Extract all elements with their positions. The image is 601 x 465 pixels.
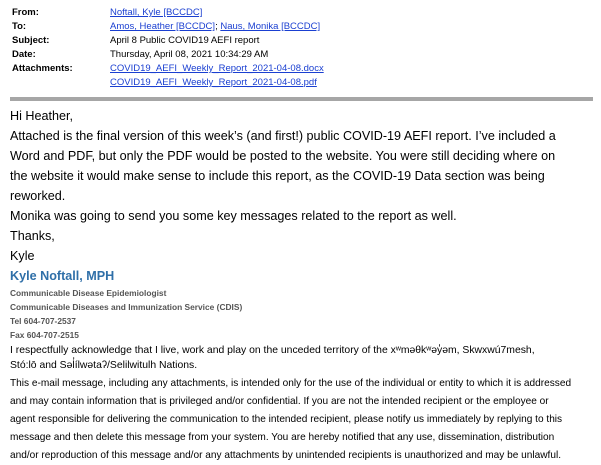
disclaimer-line-4: message and then delete this message from your system. You are hereby notified that any use, dissemination, distribution xyxy=(10,432,555,443)
greeting: Hi Heather, xyxy=(10,109,73,123)
signature-title: Communicable Disease Epidemiologist xyxy=(10,288,167,298)
attachments-row-2 xyxy=(12,76,592,90)
from-link[interactable]: Noftall, Kyle [BCCDC] xyxy=(110,7,203,18)
confidentiality-disclaimer xyxy=(10,375,598,465)
land-acknowledgement xyxy=(10,343,598,373)
sender-first-name: Kyle xyxy=(10,249,35,263)
to-separator: ; xyxy=(215,21,218,32)
disclaimer-line-5: and/or reproduction of this message and/or any attachments by unintended recipients is unauthorized and may be unlawful. xyxy=(10,450,562,461)
paragraph-1-line-4: reworked. xyxy=(10,189,66,203)
to-row xyxy=(12,20,592,34)
attachments-row xyxy=(12,62,592,76)
to-link-naus[interactable]: Naus, Monika [BCCDC] xyxy=(220,21,321,32)
to-link-amos[interactable]: Amos, Heather [BCCDC] xyxy=(110,21,216,32)
signature-fax: Fax 604-707-2515 xyxy=(10,330,79,340)
from-label: From: xyxy=(12,7,39,18)
header-divider xyxy=(10,97,593,101)
paragraph-1-line-1: Attached is the final version of this week’s (and first!) public COVID-19 AEFI report. I’ve included a xyxy=(10,129,556,143)
paragraph-1-line-2: Word and PDF, but only the PDF would be posted to the website. You were still deciding where on xyxy=(10,149,556,163)
disclaimer-line-2: and may contain information that is privileged and/or confidential. If you are not the intended recipient or the employee or xyxy=(10,396,549,407)
subject-row xyxy=(12,34,592,48)
attachments-label: Attachments: xyxy=(12,63,73,74)
signature-tel: Tel 604-707-2537 xyxy=(10,316,76,326)
closing: Thanks, xyxy=(10,229,55,243)
signature-name: Kyle Noftall, MPH xyxy=(10,269,115,283)
date-value: Thursday, April 08, 2021 10:34:29 AM xyxy=(110,49,269,60)
disclaimer-line-3: agent responsible for delivering the communication to the intended recipient, please notify us immediately by replying to this xyxy=(10,414,563,425)
attachment-docx-link[interactable]: COVID19_AEFI_Weekly_Report_2021-04-08.docx xyxy=(110,63,324,74)
email-header xyxy=(12,6,592,90)
subject-value: April 8 Public COVID19 AEFI report xyxy=(110,35,260,46)
to-label: To: xyxy=(12,21,27,32)
subject-label: Subject: xyxy=(12,35,50,46)
disclaimer-line-1: This e-mail message, including any attachments, is intended only for the use of the individual or entity to which it is addressed xyxy=(10,378,572,389)
paragraph-1-line-3: the website it would make sense to include this report, as the COVID-19 Data section was being xyxy=(10,169,545,183)
attachment-pdf-link[interactable]: COVID19_AEFI_Weekly_Report_2021-04-08.pdf xyxy=(110,77,317,88)
signature-department: Communicable Diseases and Immunization Service (CDIS) xyxy=(10,302,243,312)
from-row xyxy=(12,6,592,20)
acknowledgement-line-1: I respectfully acknowledge that I live, work and play on the unceded territory of the xʷməθkʷəy̓əm, Skwxwú7mesh, xyxy=(10,345,535,356)
message-body xyxy=(10,106,598,465)
paragraph-2: Monika was going to send you some key messages related to the report as well. xyxy=(10,209,457,223)
date-row xyxy=(12,48,592,62)
acknowledgement-line-2: Stó:lō and Səl̓ílwətaʔ/Selilwitulh Nations. xyxy=(10,360,198,371)
date-label: Date: xyxy=(12,49,36,60)
